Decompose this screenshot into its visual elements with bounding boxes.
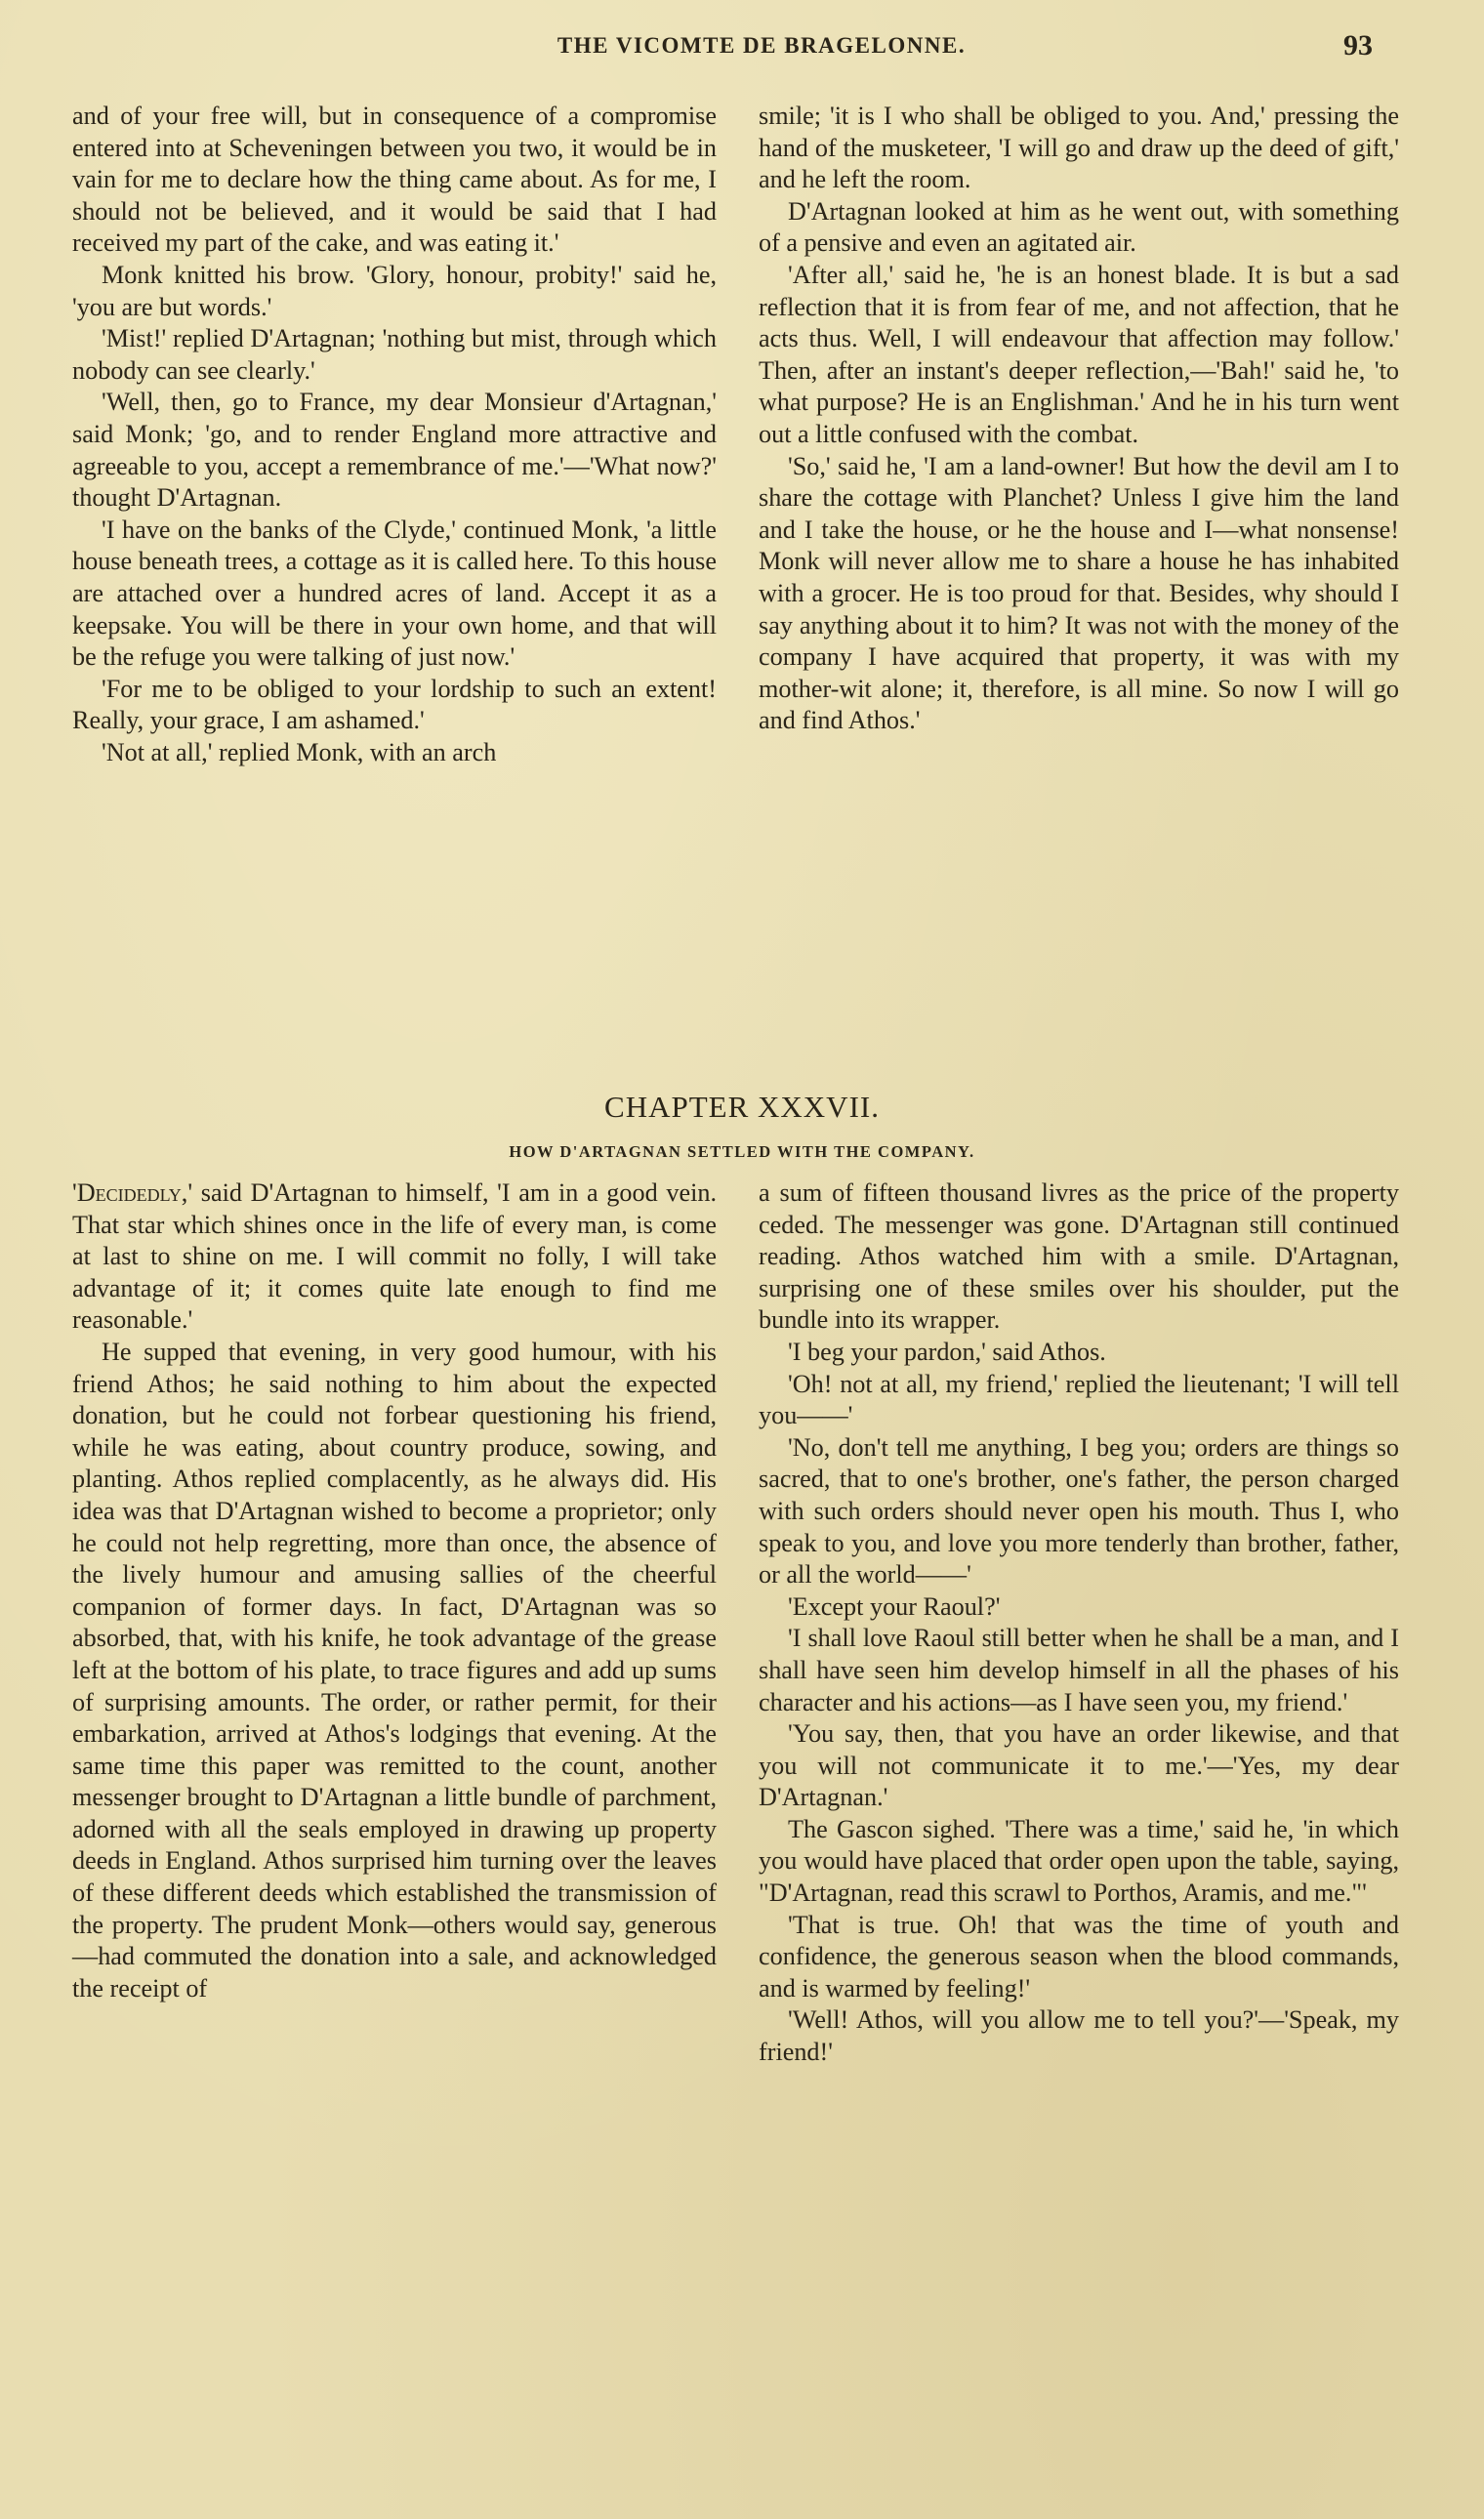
paragraph: 'Well, then, go to France, my dear Monsieur d'Artagnan,' said Monk; 'go, and to render England more attractive and agreeable to you, accept a remembrance of me.'—'What now?' thought D'Artagnan. <box>72 388 717 513</box>
top-right-column <box>759 101 1399 737</box>
paragraph: smile; 'it is I who shall be obliged to you. And,' pressing the hand of the musketeer, 'I will go and draw up the deed of gift,' and he left the room. <box>759 102 1399 194</box>
paragraph: 'Except your Raoul?' <box>788 1591 1001 1621</box>
running-head: THE VICOMTE DE BRAGELONNE. <box>556 33 967 58</box>
paragraph: 'For me to be obliged to your lordship to such an extent! Really, your grace, I am ashamed.' <box>72 674 717 735</box>
opening-rest: said D'Artagnan to himself, 'I am in a good vein. That star which shines once in the life of every man, is come at last to shine on me. I will commit no folly, I will take advantage of it; it comes quite late enough to find me reasonable.' <box>72 1178 717 1335</box>
paragraph: 'That is true. Oh! that was the time of youth and confidence, the generous season when the blood commands, and is warmed by feeling!' <box>759 1910 1399 2003</box>
paragraph: a sum of fifteen thousand livres as the price of the property ceded. The messenger was gone. D'Artagnan still continued reading. Athos watched him with a smile. D'Artagnan, surprising one of these smiles over his shoulder, put the bundle into its wrapper. <box>759 1178 1399 1335</box>
paragraph: 'Not at all,' replied Monk, with an arch <box>102 737 497 766</box>
chapter-title: CHAPTER XXXVII. <box>604 1090 880 1124</box>
paragraph: 'I have on the banks of the Clyde,' continued Monk, 'a little house beneath trees, a cottage as it is called here. To this house are attached over a hundred acres of land. Accept it as a keepsake. You will be there in your own home, and that will be the refuge you were talking of just now.' <box>72 515 717 672</box>
paragraph: and of your free will, but in consequence of a compromise entered into at Scheveningen between you two, it would be in vain for me to declare how the thing came about. As for me, I should not be believed, and it would be said that I had received my part of the cake, and was eating it.' <box>72 102 717 258</box>
opening-paragraph <box>72 1177 717 1337</box>
paragraph: 'After all,' said he, 'he is an honest blade. It is but a sad reflection that it is from fear of me, and not affection, that he acts thus. Well, I will endeavour that affection may follow.' Then, after an instant's deeper reflection,—'Bah!' said he, 'to what purpose? He is an Englishman.' And he in his turn went out a little confused with the combat. <box>759 260 1399 448</box>
opening-word: 'Decidedly,' <box>72 1178 193 1207</box>
paragraph: He supped that evening, in very good humour, with his friend Athos; he said nothing to him about the expected donation, but he could not forbear questioning his friend, while he was eating, about country produce, sowing, and planting. Athos replied complacently, as he always did. His idea was that D'Artagnan wished to become a proprietor; only he could not help regretting, more than once, the absence of the lively humour and amusing sallies of the cheerful companion of former days. In fact, D'Artagnan was so absorbed, that, with his knife, he took advantage of the grease left at the bottom of his plate, to trace figures and add up sums of surprising amounts. The order, or rather permit, for their embarkation, arrived at Athos's lodgings that evening. At the same time this paper was remitted to the count, another messenger brought to D'Artagnan a little bundle of parchment, adorned with all the seals employed in drawing up property deeds in England. Athos surprised him turning over the leaves of these different deeds which established the transmission of the property. The prudent Monk—others would say, generous—had commuted the donation into a sale, and acknowledged the receipt of <box>72 1337 717 2003</box>
paragraph: 'I beg your pardon,' said Athos. <box>788 1337 1106 1366</box>
paragraph: 'Mist!' replied D'Artagnan; 'nothing but mist, through which nobody can see clearly.' <box>72 324 717 385</box>
top-left-column <box>72 101 717 768</box>
chapter-subtitle: HOW D'ARTAGNAN SETTLED WITH THE COMPANY. <box>509 1142 975 1161</box>
paragraph: 'No, don't tell me anything, I beg you; orders are things so sacred, that to one's brother, one's father, the person charged with such orders should never open his mouth. Thus I, who speak to you, and love you more tenderly than brother, father, or all the world——' <box>759 1432 1399 1590</box>
paragraph: 'I shall love Raoul still better when he shall be a man, and I shall have seen him develop himself in all the phases of his character and his actions—as I have seen you, my friend.' <box>759 1624 1399 1716</box>
paragraph: 'Well! Athos, will you allow me to tell you?'—'Speak, my friend!' <box>759 2005 1399 2067</box>
bottom-left-column <box>72 1177 717 2004</box>
paragraph: Monk knitted his brow. 'Glory, honour, probity!' said he, 'you are but words.' <box>72 260 717 321</box>
paragraph: The Gascon sighed. 'There was a time,' said he, 'in which you would have placed that order open upon the table, saying, "D'Artagnan, read this scrawl to Porthos, Aramis, and me."' <box>759 1814 1399 1908</box>
paragraph: D'Artagnan looked at him as he went out, with something of a pensive and even an agitated air. <box>759 196 1399 258</box>
paragraph: 'You say, then, that you have an order likewise, and that you will not communicate it to me.'—'Yes, my dear D'Artagnan.' <box>759 1719 1399 1812</box>
paragraph: 'Oh! not at all, my friend,' replied the lieutenant; 'I will tell you——' <box>759 1369 1399 1430</box>
page-number: 93 <box>1343 29 1373 62</box>
bottom-right-column <box>759 1177 1399 2069</box>
paragraph: 'So,' said he, 'I am a land-owner! But how the devil am I to share the cottage with Planchet? Unless I give him the land and I take the house, or he the house and I—what nonsense! Monk will never allow me to share a house he has inhabited with a grocer. He is too proud for that. Besides, why should I say anything about it to him? It was not with the money of the company I have acquired that property, it was with my mother-wit alone; it, therefore, is all mine. So now I will go and find Athos.' <box>759 451 1399 735</box>
